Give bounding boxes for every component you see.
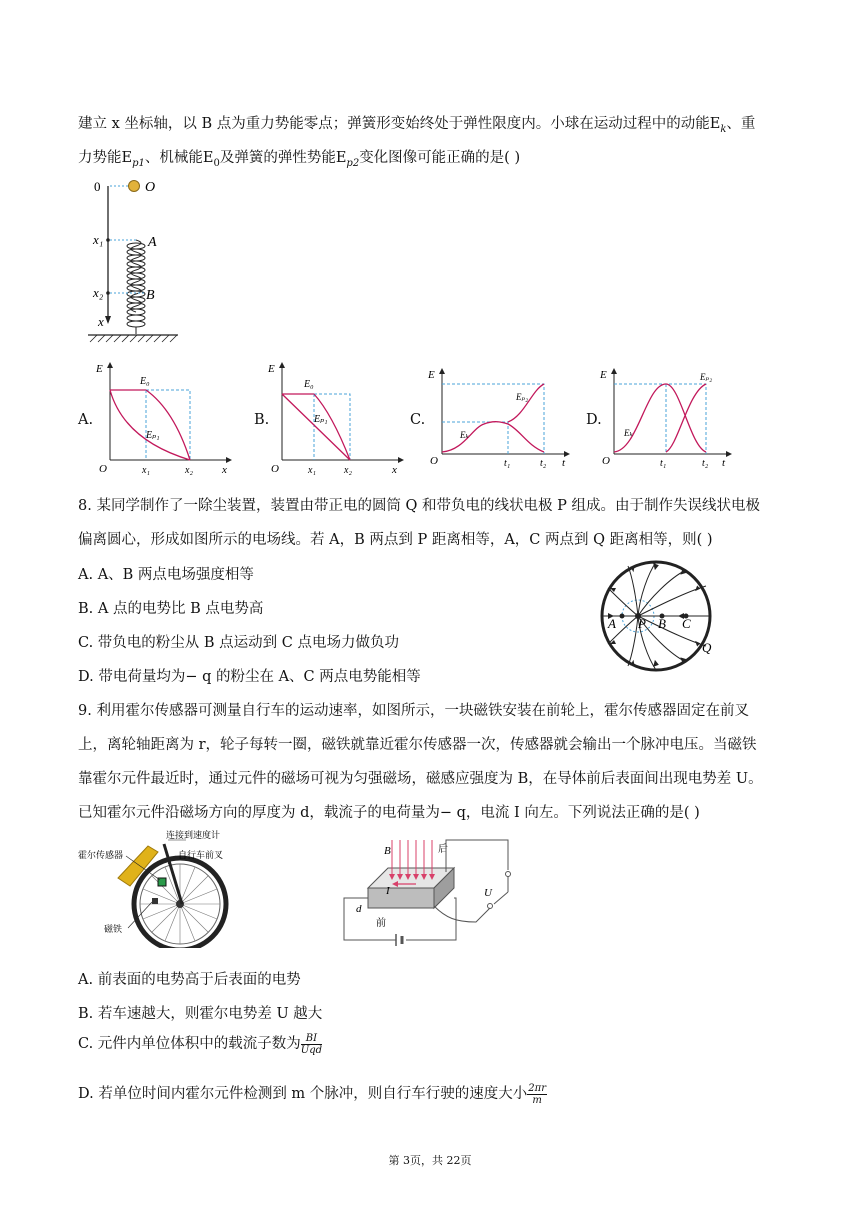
bicycle-wheel-figure [78,828,258,948]
q7-option-d[interactable]: D. [586,412,602,428]
graph-a-e0-label: E₀ [140,376,150,387]
page-footer: 第 3页，共 22页 [388,1154,472,1167]
graph-b-e-label: E [268,363,275,375]
hall-i-label: I [386,885,390,897]
q7-stem-line2: 力势能$E_{p1}$、机械能$E_0$及弹簧的弹性势能$E_{p2}$变化图像可能正确的是( ) [78,150,521,169]
q8-stem-line1: 8. 某同学制作了一除尘装置，装置由带正电的圆筒 Q 和带负电的线状电极 P 组成。由于制作失误线状电极 [78,498,761,514]
graph-c-t2: t₂ [540,458,547,469]
graph-c [424,366,574,476]
graph-d-t2: t₂ [702,458,709,469]
q9-option-d-text: D. 若单位时间内霍尔元件检测到 m 个脉冲，则自行车行驶的速度大小 [78,1086,528,1102]
q8-option-b[interactable]: B. A 点的电势比 B 点电势高 [78,601,264,617]
graph-a [94,360,234,478]
q9-stem-line2: 上，离轮轴距离为 r，轮子每转一圈，磁铁就靠近霍尔传感器一次，传感器就会输出一个脉冲电压。当磁铁 [78,737,757,753]
graph-a-e-label: E [96,363,103,375]
graph-a-x1: x₁ [142,465,150,476]
graph-d-t: t [722,457,726,469]
q8-option-c[interactable]: C. 带负电的粉尘从 B 点运动到 C 点电场力做负功 [78,635,399,651]
x-axis-label: x [98,314,104,329]
graph-c-t1: t₁ [504,458,511,469]
point-a-label: A [148,235,157,250]
x1-label: x₁ [93,232,104,247]
spring-figure [88,174,188,344]
graph-d-origin: O [602,455,610,467]
q9-stem-line4: 已知霍尔元件沿磁场方向的厚度为 d，载流子的电荷量为− q，电流 I 向左。下列说法正确的是( ) [78,805,700,821]
graph-d-ep2-label: Eₚ₂ [700,372,713,382]
hall-sensor-label: 霍尔传感器 [78,850,124,860]
hall-u-label: U [484,887,492,899]
field-point-p: P [638,616,646,631]
graph-b [266,360,406,478]
q7-option-b[interactable]: B. [254,412,270,428]
graph-b-e0-label: E₀ [304,379,314,390]
hall-d-label: d [356,903,362,915]
q9-stem-line3: 靠霍尔元件最近时，通过元件的磁场可视为匀强磁场，磁感应强度为 B，在导体前后表面间出现电势差 U。 [78,771,763,787]
field-figure [596,556,720,680]
magnet-label: 磁铁 [104,924,123,934]
field-point-q: Q [702,640,712,655]
graph-c-origin: O [430,455,438,467]
q8-option-a[interactable]: A. A、B 两点电场强度相等 [78,567,254,583]
graph-c-ek-label: Eₖ [460,430,469,440]
q8-option-d[interactable]: D. 带电荷量均为− q 的粉尘在 A、C 两点电势能相等 [78,669,421,685]
graph-d-ek-label: Eₖ [624,428,633,438]
q9-option-d-fraction: $\frac{2\pi r}{m}$ [528,1082,547,1106]
graph-d [598,366,738,476]
graph-a-x: x [222,464,227,476]
field-point-c: C [682,616,691,631]
q9-option-a[interactable]: A. 前表面的电势高于后表面的电势 [78,972,301,988]
q9-stem-line1: 9. 利用霍尔传感器可测量自行车的运动速率，如图所示，一块磁铁安装在前轮上，霍尔传感器固定在前叉 [78,703,749,719]
q7-stem-line1: 建立 x 坐标轴，以 B 点为重力势能零点；弹簧形变始终处于弹性限度内。小球在运动过程中的动能$E_k$、重 [78,116,756,135]
graph-b-x1: x₁ [308,465,316,476]
graph-b-x2: x₂ [344,465,352,476]
hall-front-label: 前 [376,918,386,929]
q9-option-c-fraction: $\frac{BI}{\text{Uqd}}$ [300,1032,323,1056]
front-fork-label: 自行车前叉 [178,850,224,860]
graph-d-e-label: E [600,369,607,381]
point-b-label: B [146,288,155,303]
q9-option-c[interactable] [78,1032,322,1056]
graph-b-ep1-label: Eₚ₁ [314,414,328,425]
field-point-a: A [608,616,616,631]
field-point-b: B [658,616,666,631]
hall-back-label: 后 [438,844,448,855]
graph-a-ep1-label: Eₚ₁ [146,430,160,441]
graph-d-t1: t₁ [660,458,667,469]
hall-b-label: B [384,845,391,857]
q7-option-c[interactable]: C. [410,412,426,428]
graph-b-x: x [392,464,397,476]
q8-stem-line2: 偏离圆心，形成如图所示的电场线。若 A，B 两点到 P 距离相等，A，C 两点到 Q 距离相等，则( ) [78,532,713,548]
q9-option-d[interactable] [78,1082,547,1106]
q9-option-b[interactable]: B. 若车速越大，则霍尔电势差 U 越大 [78,1006,323,1022]
graph-a-origin: O [99,463,107,475]
axis-zero-label: 0 [94,179,101,194]
x2-label: x₂ [93,285,104,300]
hall-element-figure [336,836,516,946]
graph-a-x2: x₂ [185,465,193,476]
graph-b-origin: O [271,463,279,475]
q7-option-a[interactable]: A. [78,412,94,428]
graph-c-ep2-label: Eₚ₂ [516,392,529,402]
graph-c-t: t [562,457,566,469]
graph-c-e-label: E [428,369,435,381]
q9-option-c-text: C. 元件内单位体积中的载流子数为 [78,1036,301,1052]
speedometer-label: 连接到速度计 [166,830,221,840]
point-o-label: O [145,180,156,195]
